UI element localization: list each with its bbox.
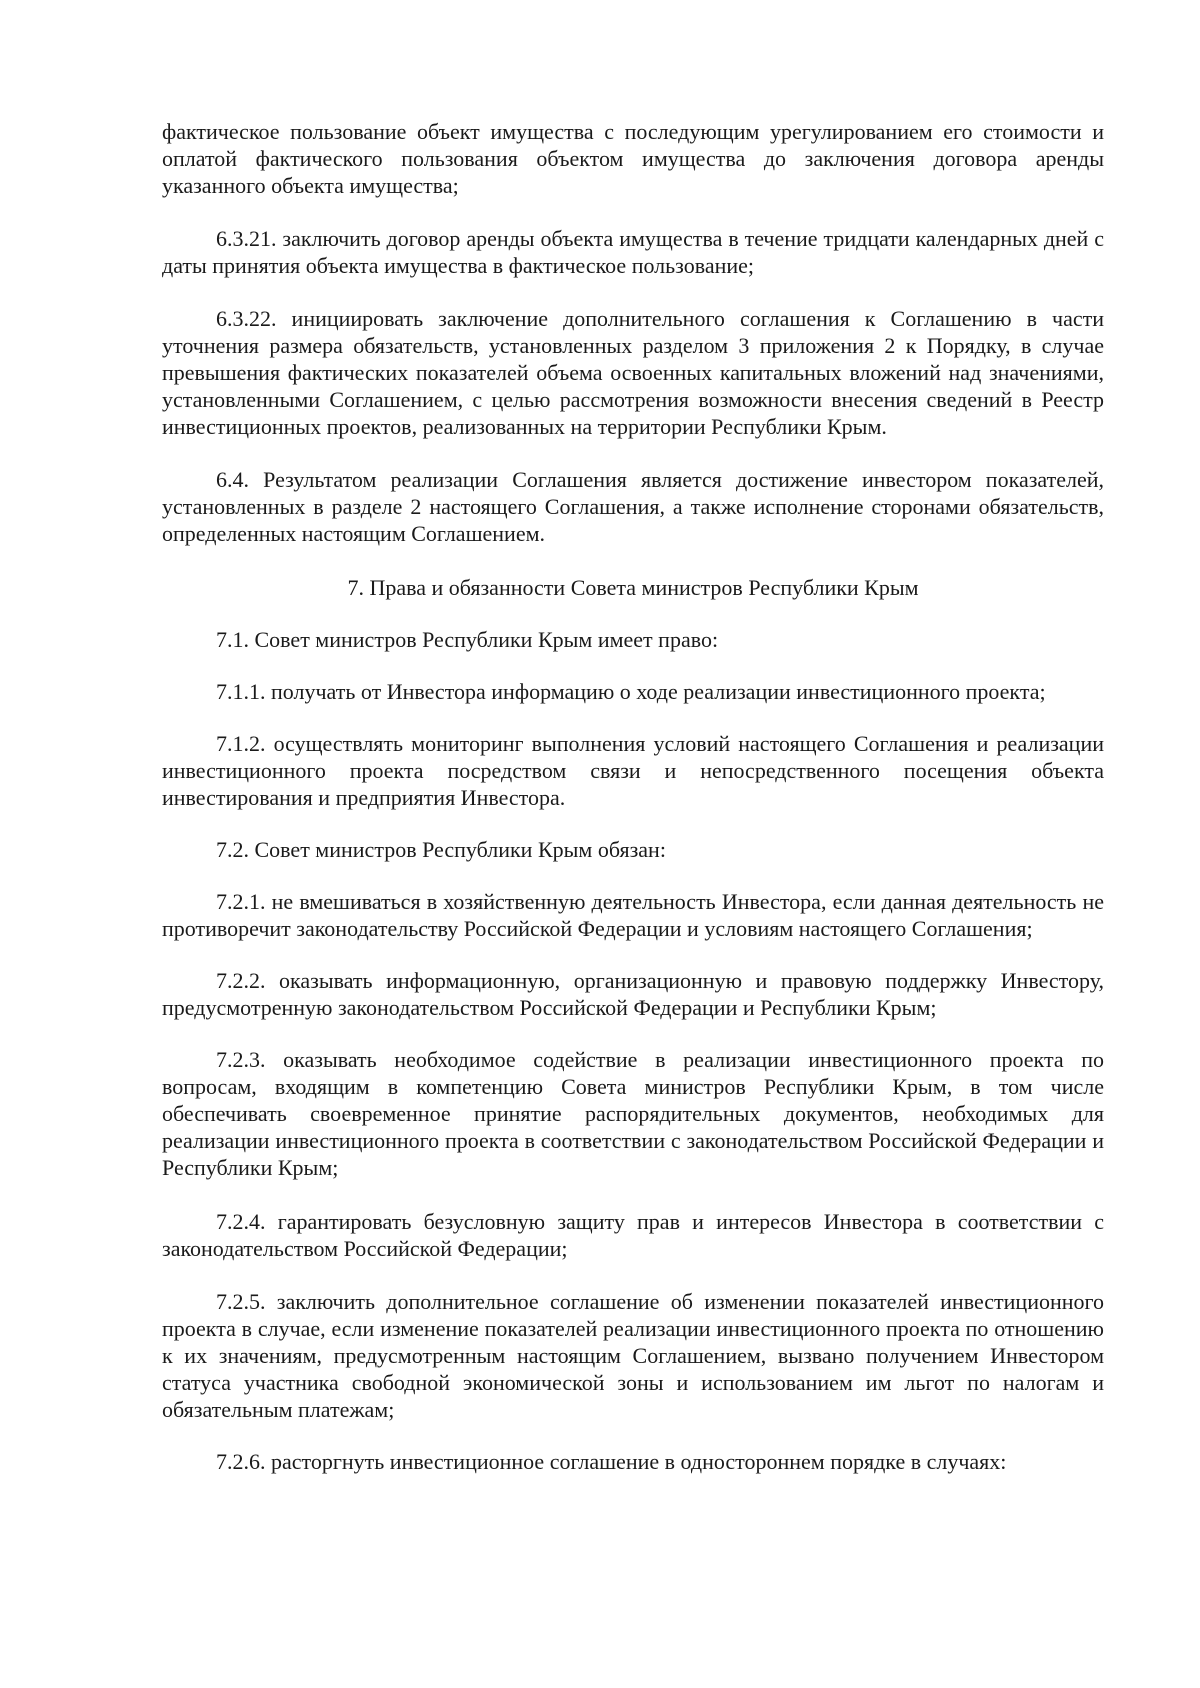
- paragraph-7-2-1: 7.2.1. не вмешиваться в хозяйственную деятельность Инвестора, если данная деятельность не противоречит законодательству Российской Федерации и условиям настоящего Соглашения;: [162, 889, 1104, 941]
- paragraph-6-4: 6.4. Результатом реализации Соглашения является достижение инвестором показателей, установленных в разделе 2 настоящего Соглашения, а также исполнение сторонами обязательств, определенных настоящим Соглашением.: [162, 467, 1104, 546]
- paragraph-7-2-3: 7.2.3. оказывать необходимое содействие в реализации инвестиционного проекта по вопросам, входящим в компетенцию Совета министров Республики Крым, в том числе обеспечивать своевременное принятие распорядительных документов, необходимых для реализации инвестиционного проекта в соответствии с законодательством Российской Федерации и Республики Крым;: [162, 1047, 1104, 1180]
- paragraph-6-3-22: 6.3.22. инициировать заключение дополнительного соглашения к Соглашению в части уточнения размера обязательств, установленных разделом 3 приложения 2 к Порядку, в случае превышения фактических показателей объема освоенных капитальных вложений над значениями, установленными Соглашением, с целью рассмотрения возможности внесения сведений в Реестр инвестиционных проектов, реализованных на территории Республики Крым.: [162, 306, 1104, 439]
- paragraph-7-2-4: 7.2.4. гарантировать безусловную защиту прав и интересов Инвестора в соответствии с законодательством Российской Федерации;: [162, 1209, 1104, 1261]
- paragraph-7-2-5: 7.2.5. заключить дополнительное соглашение об изменении показателей инвестиционного проекта в случае, если изменение показателей реализации инвестиционного проекта по отношению к их значениям, предусмотренным настоящим Соглашением, вызвано получением Инвестором статуса участника свободной экономической зоны и использованием им льгот по налогам и обязательным платежам;: [162, 1289, 1104, 1422]
- section-7-heading: 7. Права и обязанности Совета министров Республики Крым: [347, 575, 919, 600]
- paragraph-7-2-6: 7.2.6. расторгнуть инвестиционное соглашение в одностороннем порядке в случаях:: [216, 1449, 1007, 1474]
- paragraph-7-2: 7.2. Совет министров Республики Крым обязан:: [216, 837, 666, 862]
- paragraph-7-1-1: 7.1.1. получать от Инвестора информацию о ходе реализации инвестиционного проекта;: [216, 679, 1046, 704]
- paragraph-7-2-2: 7.2.2. оказывать информационную, организационную и правовую поддержку Инвестору, предусмотренную законодательством Российской Федерации и Республики Крым;: [162, 968, 1104, 1020]
- paragraph-6-3-21: 6.3.21. заключить договор аренды объекта имущества в течение тридцати календарных дней с даты принятия объекта имущества в фактическое пользование;: [162, 226, 1104, 278]
- document-body: [162, 118, 1104, 1500]
- paragraph-continuation: фактическое пользование объект имущества с последующим урегулированием его стоимости и оплатой фактического пользования объектом имущества до заключения договора аренды указанного объекта имущества;: [162, 119, 1104, 198]
- paragraph-7-1: 7.1. Совет министров Республики Крым имеет право:: [216, 627, 719, 652]
- paragraph-7-1-2: 7.1.2. осуществлять мониторинг выполнения условий настоящего Соглашения и реализации инвестиционного проекта посредством связи и непосредственного посещения объекта инвестирования и предприятия Инвестора.: [162, 731, 1104, 810]
